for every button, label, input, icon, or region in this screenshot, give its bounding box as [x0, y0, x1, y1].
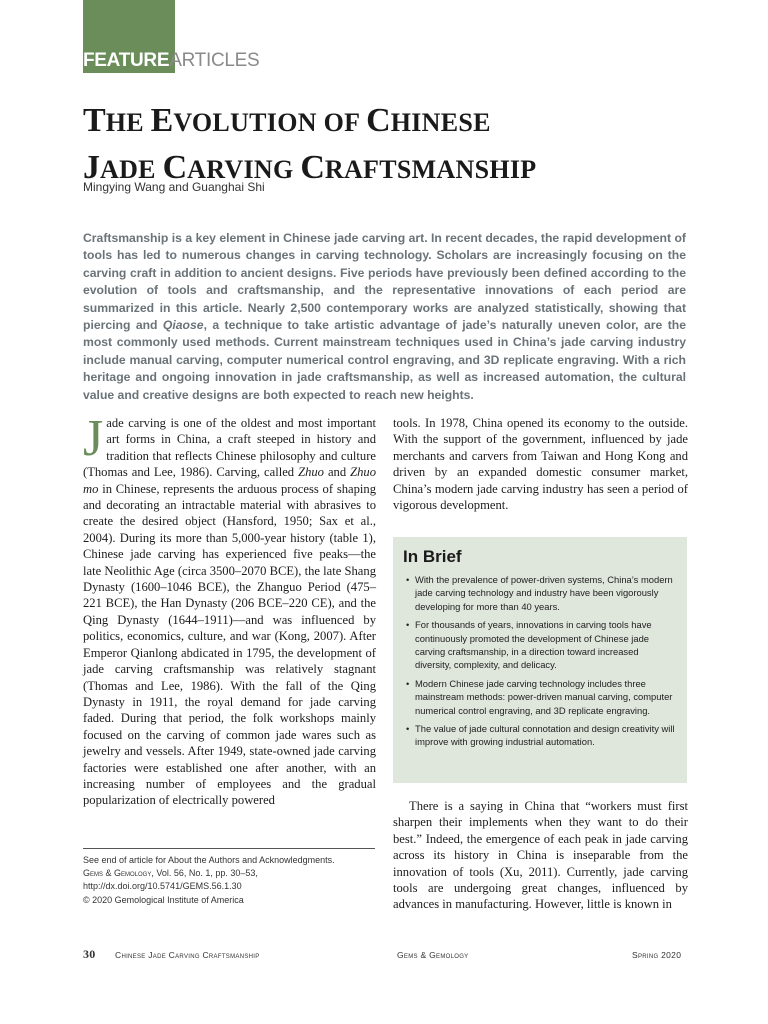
- in-brief-list: [403, 573, 675, 749]
- in-brief-item: • Modern Chinese jade carving technology includes three mainstream methods: power-driven manual carving, computer numerical control engraving, and 3D replicate engraving.: [406, 677, 673, 716]
- body-column-left: Jade carving is one of the oldest and most important art forms in China, a craft steeped in history and tradition that reflects Chinese philosophy and culture (Thomas and Lee, 1986). Carving, called Zhuo and Zhuo mo in Chinese, represents the arduous process of shaping and decorating an intractable material with abrasives to create the desired object (Hansford, 1950; Sax et al., 2004). During its more than 5,000-year history (table 1), Chinese jade carving has experienced five peaks—the late Neolithic Age (circa 3500–2070 BCE), the late Shang Dynasty (1600–1046 BCE), the Zhanguo Period (475–221 BCE), the Han Dynasty (206 BCE–220 CE), and the Qing Dynasty (1644–1911)—and was influenced by politics, economics, culture, and war (Kong, 2007). After Emperor Qianlong abdicated in 1795, the development of jade carving craftsmanship was relatively stagnant (Thomas and Lee, 1986). With the fall of the Qing Dynasty in 1911, the royal demand for jade carving faded. During that period, the folk workshops mainly focused on the carving of common jade wares such as jewelry and vessels. After 1949, state-owned jade carving factories were established one after another, with an increasing number of employees and the gradual popularization of electrically powered: [83, 410, 376, 808]
- footnote-authors-note: See end of article for About the Authors and Acknowledgments.: [83, 855, 335, 865]
- in-brief-item: • The value of jade cultural connotation and design creativity will improve with growing industrial automation.: [406, 723, 675, 748]
- journal-name: Gems & Gemology: [397, 950, 469, 960]
- in-brief-box: [393, 537, 687, 783]
- drop-cap: J: [83, 410, 104, 467]
- abstract: Craftsmanship is a key element in Chinese jade carving art. In recent decades, the rapid development of tools has led to numerous changes in carving technology. Scholars are increasingly focusing on the carving craft in addition to ancient designs. Five periods have previously been defined according to the evolution of tools and craftsmanship, and the representative innovations of each period are summarized in this article. Nearly 2,500 contemporary works are analyzed statistically, showing that piercing and Qiaose, a technique to take artistic advantage of jade’s naturally uneven color, are the most commonly used methods. Current mainstream techniques used in China’s jade carving industry include manual carving, computer numerical control engraving, and 3D replicate engraving. With a rich heritage and ongoing innovation in jade craftsmanship, as well as increased automation, the cultural value and creative designs are both expected to reach new heights.: [83, 231, 686, 402]
- in-brief-item: • With the prevalence of power-driven systems, China’s modern jade carving technology and industry have been vigorously developing for more than 40 years.: [406, 574, 673, 612]
- section-label-strong: FEATURE: [83, 50, 170, 71]
- footnote: [83, 854, 383, 907]
- footnote-doi-link[interactable]: http://dx.doi.org/10.5741/GEMS.56.1.30: [83, 881, 242, 892]
- bullet-icon: •: [406, 619, 410, 631]
- footnote-copyright: © 2020 Gemological Institute of America: [83, 894, 244, 905]
- footnote-divider: [83, 848, 375, 849]
- running-title: Chinese Jade Carving Craftsmanship: [115, 950, 260, 960]
- in-brief-item: • For thousands of years, innovations in carving tools have continuously promoted the development of Chinese jade carving craftsmanship, in a direction toward increased diversity, complexity, and delicacy.: [406, 619, 652, 671]
- section-label-light: ARTICLES: [169, 50, 260, 71]
- bullet-icon: •: [406, 723, 410, 735]
- title-line-2: JADE CARVING CRAFTSMANSHIP: [83, 149, 537, 186]
- issue-date: Spring 2020: [632, 950, 682, 960]
- in-brief-title: In Brief: [403, 547, 462, 566]
- section-label: [83, 50, 259, 72]
- bullet-icon: •: [406, 574, 410, 585]
- page-number: 30: [83, 947, 96, 961]
- article-title: [83, 98, 703, 192]
- body-column-right-bottom: There is a saying in China that “workers must first sharpen their implements when they want to do their best.” Indeed, the emergence of each peak in jade carving across its history in China is inseparable from the innovation of tools (Xu, 2011). Currently, jade carving tools are undergoing great changes, influenced by advances in manufacturing. However, little is known in: [393, 799, 688, 912]
- body-column-right-top: tools. In 1978, China opened its economy to the outside. With the support of the government, influenced by jade merchants and carvers from Taiwan and Hong Kong and driven by an expanded domestic consumer market, China’s modern jade carving industry has seen a period of vigorous development.: [393, 416, 688, 513]
- footnote-citation: Gems & Gemology, Vol. 56, No. 1, pp. 30–53,: [83, 868, 258, 879]
- bullet-icon: •: [406, 677, 410, 689]
- authors: Mingying Wang and Guanghai Shi: [83, 180, 265, 194]
- title-line-1: THE EVOLUTION OF CHINESE: [83, 102, 491, 139]
